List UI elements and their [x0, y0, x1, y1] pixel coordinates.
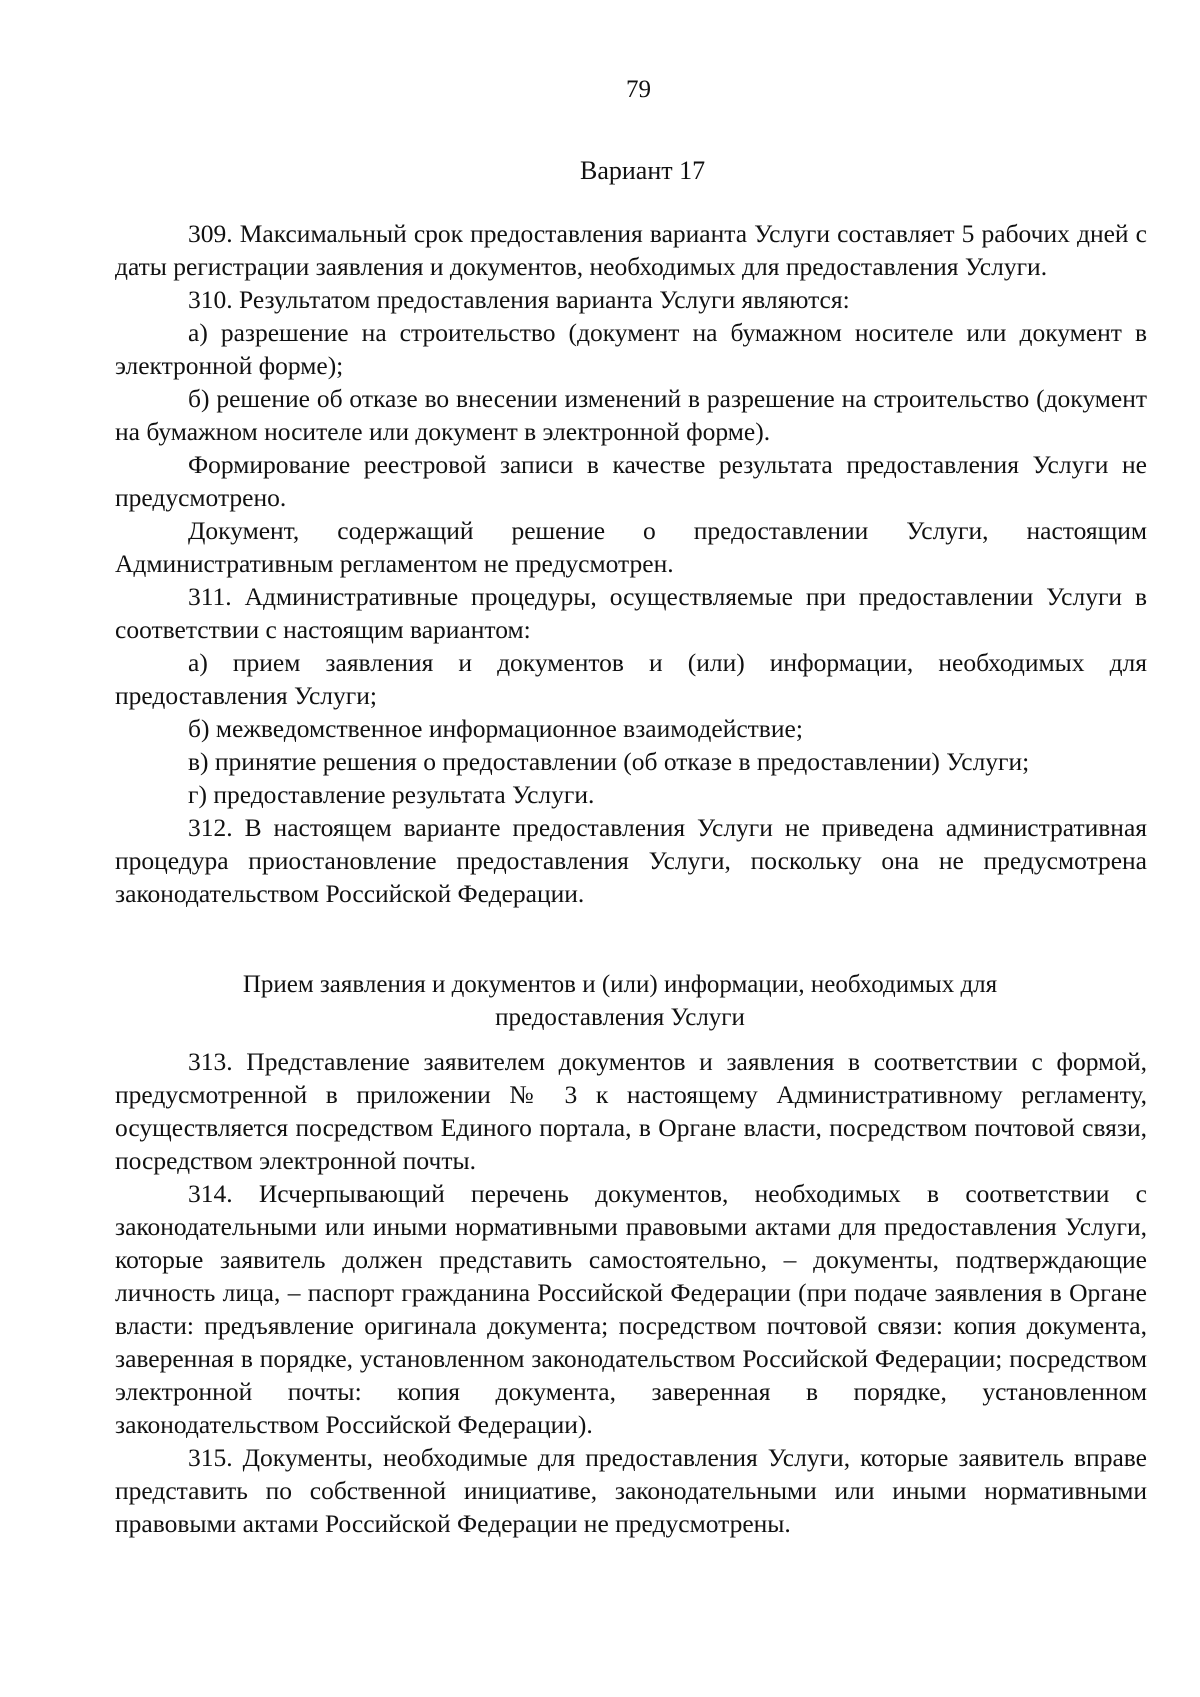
paragraph-314: 314. Исчерпывающий перечень документов, необходимых в соответствии с законодательными или иными нормативными правовыми актами для предоставления Услуги, которые заявитель должен представить самостоятельно, – документы, подтверждающие личность лица, – паспорт гражданина Российской Федерации (при подаче заявления в Органе власти: предъявление оригинала документа; посредством почтовой связи: копия документа, заверенная в порядке, установленном законодательством Российской Федерации; посредством электронной почты: копия документа, заверенная в порядке, установленном законодательством Российской Федерации).: [115, 1179, 1147, 1439]
paragraph-309: 309. Максимальный срок предоставления варианта Услуги составляет 5 рабочих дней с даты регистрации заявления и документов, необходимых для предоставления Услуги.: [115, 219, 1147, 281]
body-text-part-2: [115, 1045, 1147, 1540]
paragraph-311-v: в) принятие решения о предоставлении (об отказе в предоставлении) Услуги;: [188, 747, 1030, 776]
body-text-part-1: [115, 217, 1147, 910]
page-number: 79: [626, 76, 651, 103]
paragraph-decision-document: Документ, содержащий решение о предоставлении Услуги, настоящим Административным регламентом не предусмотрен.: [115, 516, 1147, 578]
paragraph-315: 315. Документы, необходимые для предоставления Услуги, которые заявитель вправе представить по собственной инициативе, законодательными или иными нормативными правовыми актами Российской Федерации не предусмотрены.: [115, 1443, 1147, 1538]
paragraph-311-g: г) предоставление результата Услуги.: [188, 780, 595, 809]
paragraph-310-b: б) решение об отказе во внесении изменений в разрешение на строительство (документ на бумажном носителе или документ в электронной форме).: [115, 384, 1147, 446]
section-title: Прием заявления и документов и (или) информации, необходимых для предоставления Услуги: [242, 971, 998, 1031]
paragraph-311-a: а) прием заявления и документов и (или) информации, необходимых для предоставления Услуги;: [115, 648, 1147, 710]
paragraph-311-b: б) межведомственное информационное взаимодействие;: [188, 714, 803, 743]
paragraph-310: 310. Результатом предоставления варианта Услуги являются:: [188, 285, 850, 314]
paragraph-311: 311. Административные процедуры, осуществляемые при предоставлении Услуги в соответствии с настоящим вариантом:: [115, 582, 1147, 644]
paragraph-registry-record: Формирование реестровой записи в качестве результата предоставления Услуги не предусмотрено.: [115, 450, 1147, 512]
paragraph-310-a: а) разрешение на строительство (документ на бумажном носителе или документ в электронной форме);: [115, 318, 1147, 380]
variant-title: Вариант 17: [580, 156, 706, 185]
paragraph-312: 312. В настоящем варианте предоставления Услуги не приведена административная процедура приостановление предоставления Услуги, поскольку она не предусмотрена законодательством Российской Федерации.: [115, 813, 1147, 908]
paragraph-313: 313. Представление заявителем документов и заявления в соответствии с формой, предусмотренной в приложении № 3 к настоящему Административному регламенту, осуществляется посредством Единого портала, в Органе власти, посредством почтовой связи, посредством электронной почты.: [115, 1047, 1147, 1175]
